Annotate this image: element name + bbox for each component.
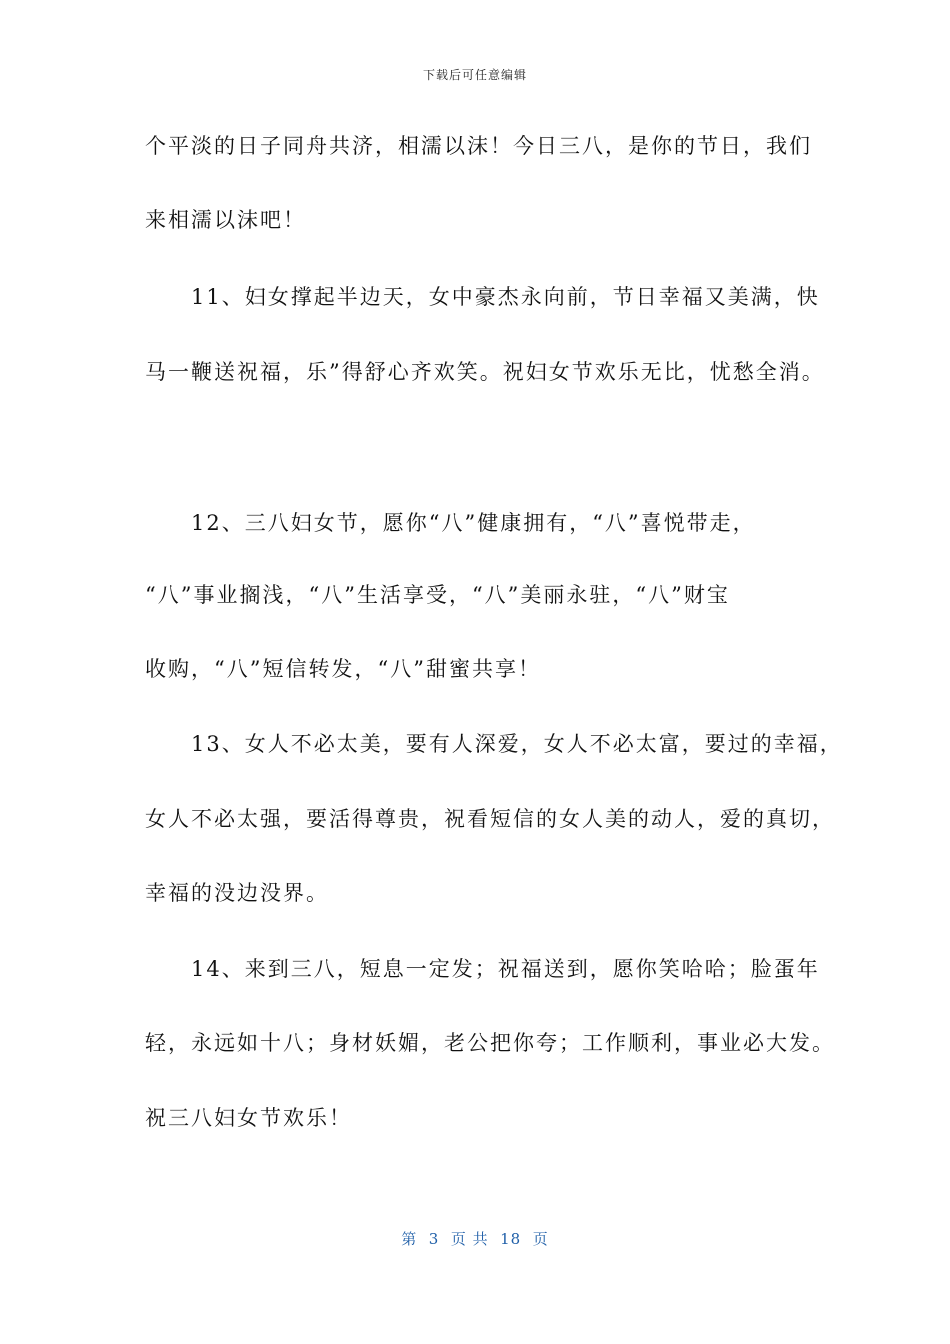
text-line: 11、妇女撑起半边天，女中豪杰永向前，节日幸福又美满，快	[145, 285, 820, 309]
text-line: 轻，永远如十八；身材妖媚，老公把你夸；工作顺利，事业必大发。	[145, 1031, 835, 1055]
text-line: 女人不必太强，要活得尊贵，祝看短信的女人美的动人，爱的真切，	[145, 807, 835, 831]
text-line: 12、三八妇女节，愿你“八”健康拥有，“八”喜悦带走，	[145, 511, 756, 535]
text-line: “八”事业搁浅，“八”生活享受，“八”美丽永驻，“八”财宝	[145, 583, 730, 607]
text-line: 来相濡以沫吧！	[145, 208, 306, 232]
text-line: 13、女人不必太美，要有人深爱，女人不必太富，要过的幸福，	[145, 732, 843, 756]
page-header: 下载后可任意编辑	[422, 68, 527, 82]
text-line: 马一鞭送祝福，乐”得舒心齐欢笑。祝妇女节欢乐无比，忧愁全消。	[145, 360, 825, 384]
text-line: 个平淡的日子同舟共济，相濡以沫！今日三八，是你的节日，我们	[145, 134, 812, 158]
page-footer: 第 3 页 共 18 页	[401, 1230, 549, 1248]
text-line: 14、来到三八，短息一定发；祝福送到，愿你笑哈哈；脸蛋年	[145, 957, 820, 981]
text-line: 祝三八妇女节欢乐！	[145, 1106, 352, 1130]
text-line: 收购，“八”短信转发，“八”甜蜜共享！	[145, 657, 541, 681]
text-line: 幸福的没边没界。	[145, 881, 329, 905]
